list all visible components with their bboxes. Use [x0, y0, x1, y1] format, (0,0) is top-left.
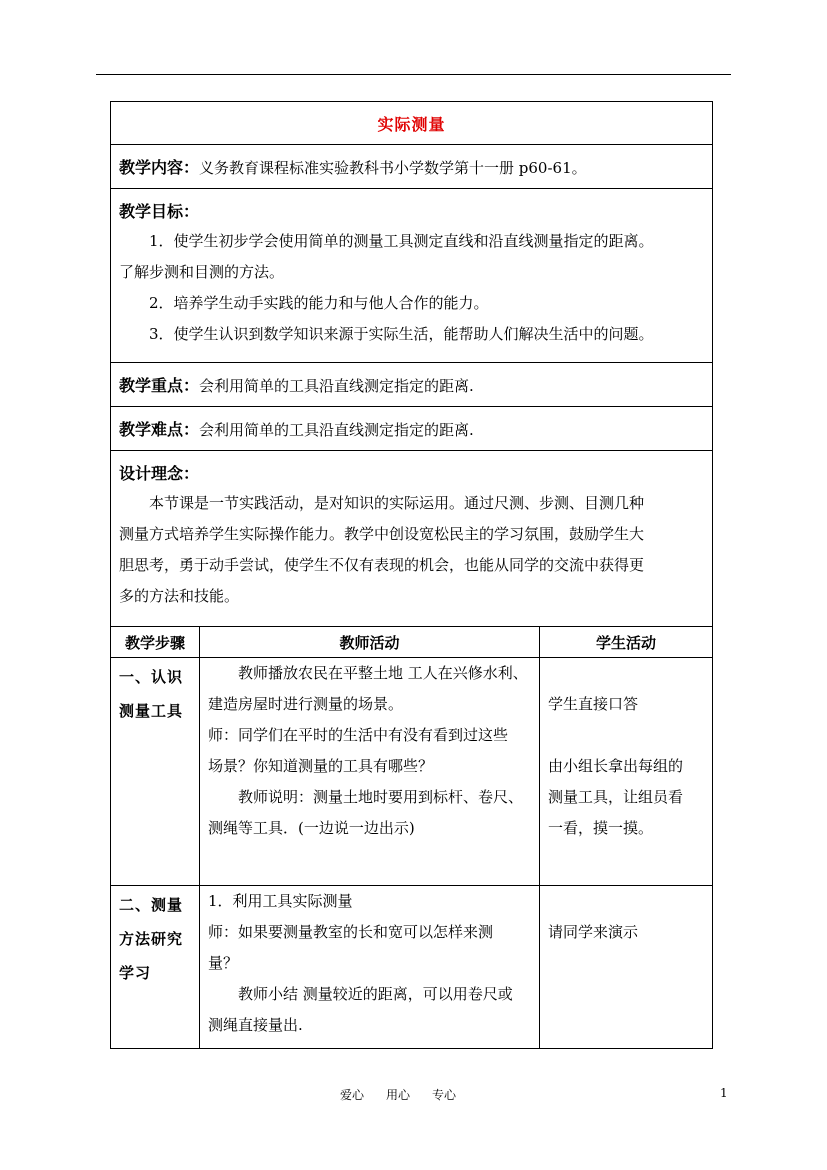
design-line-3: 胆思考，勇于动手尝试，使学生不仅有表现的机会，也能从同学的交流中获得更 — [119, 556, 645, 574]
step-1-teacher-line-6: 测绳等工具．(一边说一边出示) — [208, 819, 415, 837]
footer-motto-3: 专心 — [432, 1088, 457, 1102]
objective-2: 2．培养学生动手实践的能力和与他人合作的能力。 — [149, 294, 489, 312]
difficulty-label: 教学难点： — [119, 420, 200, 439]
step-2-student — [540, 886, 713, 1049]
content-row — [111, 145, 713, 189]
step-1-teacher — [200, 658, 540, 886]
page-number: 1 — [720, 1086, 728, 1100]
step-1-teacher-line-3: 师：同学们在平时的生活中有没有看到过这些 — [208, 726, 509, 744]
objective-1-line1: 1．使学生初步学会使用简单的测量工具测定直线和沿直线测量指定的距离。 — [149, 232, 654, 250]
footer-motto-2: 用心 — [386, 1088, 411, 1102]
design-cell — [111, 451, 713, 627]
page-title: 实际测量 — [377, 114, 446, 134]
step-2-teacher-line-3: 量？ — [208, 954, 239, 972]
step-1-student-line-2: 由小组长拿出每组的 — [548, 757, 684, 775]
header-teacher: 教师活动 — [200, 627, 540, 658]
step-1-teacher-line-4: 场景？你知道测量的工具有哪些？ — [208, 757, 434, 775]
objectives-label: 教学目标： — [119, 202, 200, 221]
difficulty-row — [111, 407, 713, 451]
header-rule — [96, 74, 731, 75]
step-2-teacher — [200, 886, 540, 1049]
objective-1-line2: 了解步测和目测的方法。 — [119, 263, 285, 281]
step-1-line-2: 测量工具 — [119, 702, 184, 720]
step-1-teacher-line-2: 建造房屋时进行测量的场景。 — [208, 695, 404, 713]
lesson-plan-table — [110, 101, 713, 1049]
step-2-line-2: 方法研究 — [119, 930, 184, 948]
step-1-teacher-line-1: 教师播放农民在平整土地 工人在兴修水利、 — [238, 664, 528, 682]
step-1-student-line-1: 学生直接口答 — [548, 695, 639, 713]
step-1-student — [540, 658, 713, 886]
objective-3: 3．使学生认识到数学知识来源于实际生活，能帮助人们解决生活中的问题。 — [149, 325, 654, 343]
footer-motto — [340, 1086, 478, 1103]
key-point-label: 教学重点： — [119, 376, 200, 395]
step-2-student-line-1: 请同学来演示 — [548, 923, 639, 941]
step-1-cell — [111, 658, 200, 886]
step-1-line-1: 一、认识 — [119, 668, 184, 686]
table-row — [111, 886, 713, 1049]
design-label: 设计理念： — [119, 464, 200, 483]
difficulty-text: 会利用简单的工具沿直线测定指定的距离. — [199, 421, 474, 439]
header-step: 教学步骤 — [111, 627, 200, 658]
step-2-line-3: 学习 — [119, 964, 152, 982]
key-point-row — [111, 363, 713, 407]
table-row — [111, 658, 713, 886]
step-2-teacher-line-4: 教师小结 测量较近的距离，可以用卷尺或 — [238, 985, 513, 1003]
design-line-4: 多的方法和技能。 — [119, 587, 240, 605]
step-1-teacher-line-5: 教师说明：测量土地时要用到标杆、卷尺、 — [238, 788, 524, 806]
content-text: 义务教育课程标准实验教科书小学数学第十一册 p60-61。 — [199, 159, 587, 177]
objectives-cell — [111, 189, 713, 363]
step-1-student-line-4: 一看，摸一摸。 — [548, 819, 654, 837]
title-cell — [111, 102, 713, 145]
step-2-teacher-line-5: 测绳直接量出. — [208, 1016, 303, 1034]
step-2-teacher-line-2: 师：如果要测量教室的长和宽可以怎样来测 — [208, 923, 494, 941]
step-1-student-line-3: 测量工具，让组员看 — [548, 788, 684, 806]
header-student: 学生活动 — [540, 627, 713, 658]
step-2-teacher-line-1: 1．利用工具实际测量 — [208, 892, 353, 910]
content-label: 教学内容： — [119, 158, 200, 177]
step-2-cell — [111, 886, 200, 1049]
footer-motto-1: 爱心 — [340, 1088, 365, 1102]
key-point-text: 会利用简单的工具沿直线测定指定的距离. — [199, 377, 474, 395]
step-2-line-1: 二、测量 — [119, 896, 184, 914]
design-line-2: 测量方式培养学生实际操作能力。教学中创设宽松民主的学习氛围，鼓励学生大 — [119, 525, 645, 543]
design-line-1: 本节课是一节实践活动，是对知识的实际运用。通过尺测、步测、目测几种 — [149, 494, 645, 512]
